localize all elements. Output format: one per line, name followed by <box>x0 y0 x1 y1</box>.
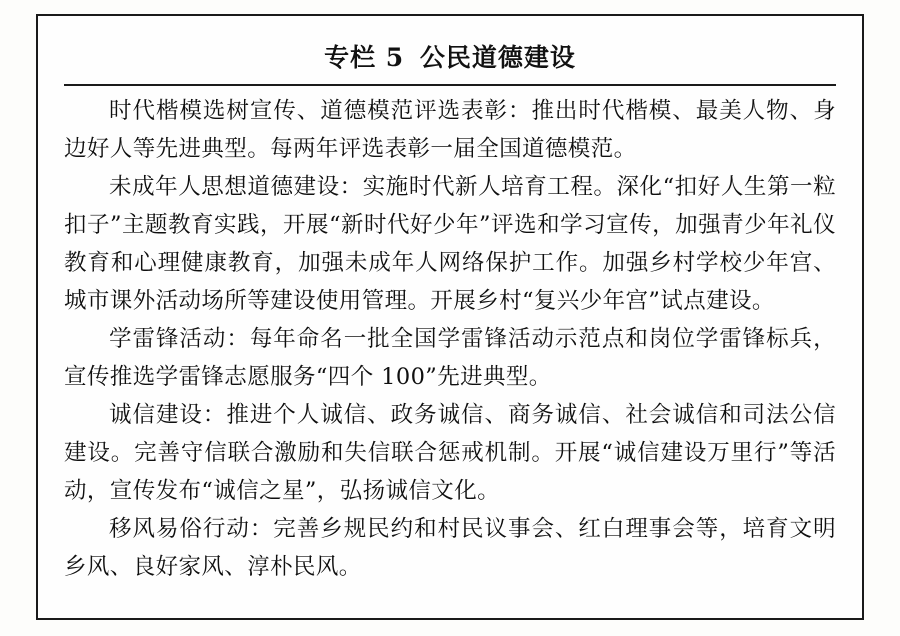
body-text <box>64 92 836 586</box>
content-box <box>36 14 864 620</box>
box-title-number: 专栏 5 <box>324 43 405 72</box>
title-divider <box>64 84 836 86</box>
paragraph-3: 学雷锋活动：每年命名一批全国学雷锋活动示范点和岗位学雷锋标兵，宣传推选学雷锋志愿服务“四个 100”先进典型。 <box>64 326 836 390</box>
paragraph-2: 未成年人思想道德建设：实施时代新人培育工程。深化“扣好人生第一粒扣子”主题教育实践，开展“新时代好少年”评选和学习宣传，加强青少年礼仪教育和心理健康教育，加强未成年人网络保护工作。加强乡村学校少年宫、城市课外活动场所等建设使用管理。开展乡村“复兴少年宫”试点建设。 <box>64 174 836 314</box>
box-title-text: 公民道德建设 <box>419 43 576 72</box>
paragraph-5: 移风易俗行动：完善乡规民约和村民议事会、红白理事会等，培育文明乡风、良好家风、淳朴民风。 <box>64 516 836 580</box>
box-title <box>64 38 836 74</box>
paragraph-4: 诚信建设：推进个人诚信、政务诚信、商务诚信、社会诚信和司法公信建设。完善守信联合激励和失信联合惩戒机制。开展“诚信建设万里行”等活动，宣传发布“诚信之星”，弘扬诚信文化。 <box>64 402 836 504</box>
content-inner <box>38 16 862 618</box>
paragraph-1: 时代楷模选树宣传、道德模范评选表彰：推出时代楷模、最美人物、身边好人等先进典型。每两年评选表彰一届全国道德模范。 <box>64 98 836 162</box>
